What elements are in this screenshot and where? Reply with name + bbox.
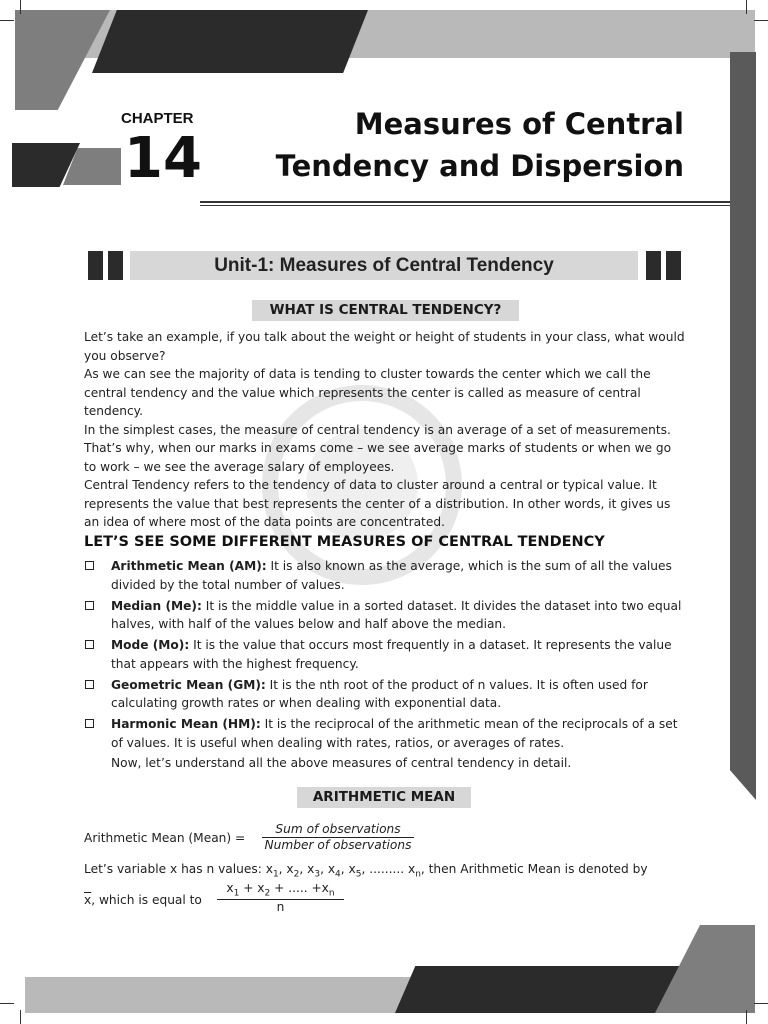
measure-desc: It is the nth root of the product of n values. It is often used for calculating growth rates or when dealing with exponential data. — [111, 677, 648, 710]
formula-label: Arithmetic Mean (Mean) = — [84, 831, 246, 845]
crop-mark — [0, 1003, 14, 1004]
checkbox-icon — [85, 561, 94, 570]
measure-desc: It is the reciprocal of the arithmetic mean of the reciprocals of a set of values. It is useful when dealing with rates, ratios, or averages of rates. — [111, 717, 678, 750]
checkbox-icon — [85, 680, 94, 689]
crop-mark — [754, 1003, 768, 1004]
fraction-numerator: Sum of observations — [262, 822, 414, 838]
chapter-title-line1: Measures of Central — [354, 107, 684, 141]
title-rule — [200, 201, 730, 203]
measures-heading: LET’S SEE SOME DIFFERENT MEASURES OF CENTRAL TENDENCY — [84, 534, 605, 550]
measure-desc: It is the value that occurs most frequently in a dataset. It represents the value that appears with the highest frequency. — [111, 638, 672, 671]
closing-line: Now, let’s understand all the above measures of central tendency in detail. — [111, 756, 572, 770]
crop-mark — [20, 1010, 21, 1024]
top-left-shape — [15, 10, 110, 110]
measure-desc: It is also known as the average, which is the sum of all the values divided by the total number of values. — [111, 559, 672, 592]
crop-mark — [754, 20, 768, 21]
section-body — [84, 328, 686, 532]
measures-list — [84, 557, 686, 755]
measure-term: Harmonic Mean (HM): — [111, 717, 261, 731]
list-item — [84, 715, 686, 752]
arithmetic-mean-heading: ARITHMETIC MEAN — [297, 787, 471, 808]
paragraph: In the simplest cases, the measure of central tendency is an average of a set of measurements. That’s why, when our marks in exams come – we see average marks of students or when we go to work – we see the average salary of employees. — [84, 422, 672, 474]
measure-desc: It is the middle value in a sorted dataset. It divides the dataset into two equal halves, with half of the values below and half above the median. — [111, 598, 682, 631]
mean-fraction — [262, 822, 414, 852]
definition-start: Let’s variable x has n values: x — [84, 862, 273, 876]
fraction-denominator: Number of observations — [264, 838, 412, 852]
right-side-bar — [730, 52, 756, 800]
sum-fraction — [217, 881, 344, 914]
bottom-dark-shape — [395, 966, 685, 1013]
crop-mark — [746, 1010, 747, 1024]
paragraph: Central Tendency refers to the tendency of data to cluster around a central or typical value. It represents the value that best represents the center of a distribution. In other words, it gives us an idea of where most of the data points are concentrated. — [84, 478, 671, 529]
sum-numerator: $x_1 + x_2$ + ..... $+x_n$ — [217, 881, 344, 900]
unit-marker-left — [108, 251, 123, 280]
crop-mark — [746, 0, 747, 14]
definition-mid: , ......... x — [361, 862, 416, 876]
definition-end: , then Arithmetic Mean is denoted by — [420, 862, 648, 876]
checkbox-icon — [85, 601, 94, 610]
top-dark-shape — [92, 10, 368, 73]
measure-term: Median (Me): — [111, 598, 202, 613]
xbar-text: , which is equal to — [91, 893, 202, 907]
checkbox-icon — [85, 719, 94, 728]
chapter-number: 14 — [124, 126, 202, 191]
measure-term: Mode (Mo): — [111, 638, 190, 652]
xbar-symbol: $\overline{x}$ — [84, 893, 92, 907]
xbar-line — [84, 893, 202, 907]
crop-mark — [20, 0, 21, 14]
list-item — [84, 597, 686, 634]
list-item — [84, 636, 686, 673]
measure-term: Arithmetic Mean (AM): — [111, 559, 267, 573]
unit-marker-left — [88, 251, 103, 280]
measure-term: Geometric Mean (GM): — [111, 677, 266, 692]
section-heading: WHAT IS CENTRAL TENDENCY? — [252, 300, 519, 321]
unit-marker-right — [666, 251, 681, 280]
unit-marker-right — [646, 251, 661, 280]
list-item — [84, 557, 686, 594]
chapter-title-line2: Tendency and Dispersion — [275, 149, 684, 183]
checkbox-icon — [85, 640, 94, 649]
variable-definition: Let’s variable x has n values: $x_1$, $x_2$, $x_3$, $x_4$, $x_5$, ......... $x_n$, then Arithmetic Mean is denoted by — [84, 862, 648, 880]
chapter-title — [276, 103, 684, 187]
title-rule-thin — [200, 205, 730, 206]
unit-heading: Unit-1: Measures of Central Tendency — [214, 255, 554, 276]
paragraph: Let’s take an example, if you talk about the weight or height of students in your class, what would you observe? — [84, 330, 685, 363]
list-item — [84, 676, 686, 713]
sum-denominator: n — [276, 900, 285, 915]
top-light-shape — [360, 10, 755, 58]
crop-mark — [0, 20, 14, 21]
chapter-label: CHAPTER — [121, 110, 194, 127]
paragraph: As we can see the majority of data is tending to cluster towards the center which we call the central tendency and the value which represents the center is called as measure of central tendency. — [84, 367, 651, 418]
